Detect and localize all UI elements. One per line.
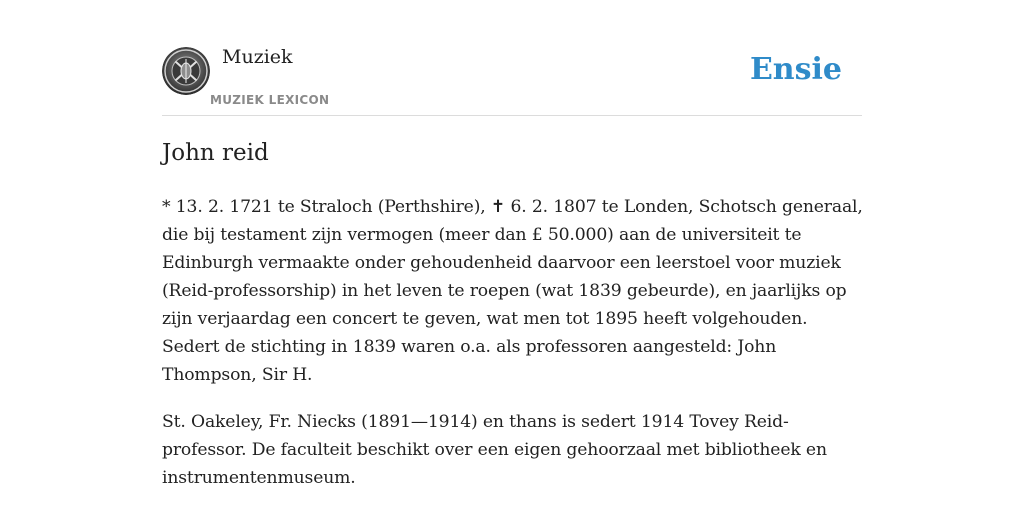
- site-subtitle[interactable]: MUZIEK LEXICON: [210, 93, 330, 107]
- header: [162, 44, 862, 116]
- article-title: John reid: [162, 140, 269, 166]
- article-body: [162, 193, 866, 511]
- site-name[interactable]: Muziek: [222, 46, 293, 68]
- article-paragraph: St. Oakeley, Fr. Niecks (1891—1914) en thans is sedert 1914 Tovey Reid-professor. De faculteit beschikt over een eigen gehoorzaal met bibliotheek en instrumentenmuseum.: [162, 412, 827, 488]
- article-paragraph: * 13. 2. 1721 te Straloch (Perthshire), ✝ 6. 2. 1807 te Londen, Schotsch generaal, die bij testament zijn vermogen (meer dan £ 50.000) aan de universiteit te Edinburgh vermaakte onder gehoudenheid daarvoor een leerstoel voor muziek (Reid-professorship) in het leven te roepen (wat 1839 gebeurde), en jaarlijks op zijn verjaardag een concert te geven, wat men tot 1895 heeft volgehouden. Sedert de stichting in 1839 waren o.a. als professoren aangesteld: John Thompson, Sir H.: [162, 197, 863, 385]
- brand-logo[interactable]: Ensie: [749, 52, 842, 87]
- music-emblem-icon[interactable]: [162, 47, 210, 95]
